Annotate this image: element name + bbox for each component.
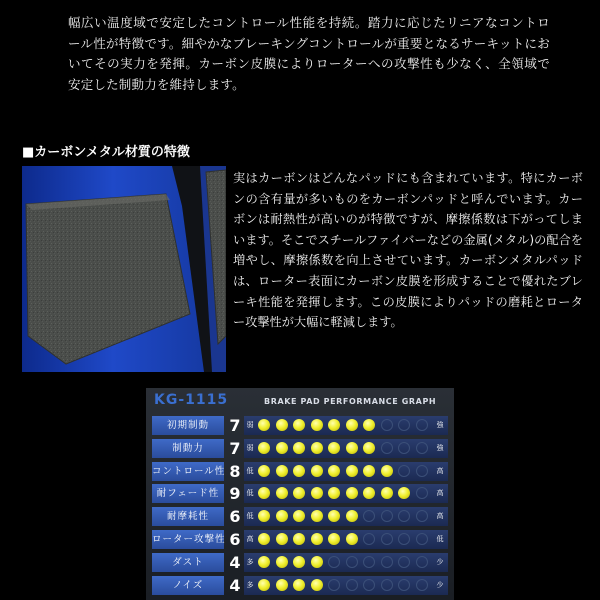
rating-strip xyxy=(244,576,448,595)
scale-low-label: 弱 xyxy=(246,443,254,452)
graph-row xyxy=(152,506,448,527)
row-score: 6 xyxy=(229,530,241,549)
rating-dot-filled xyxy=(293,465,305,477)
rating-dot-filled xyxy=(276,442,288,454)
rating-dot-filled xyxy=(276,533,288,545)
row-score: 6 xyxy=(229,507,241,527)
rating-dot-empty xyxy=(416,442,428,454)
rating-strip xyxy=(244,416,448,435)
rating-dot-filled xyxy=(328,442,340,454)
rating-dot-filled xyxy=(293,419,305,431)
scale-high-label: 強 xyxy=(436,443,444,452)
rating-dot-empty xyxy=(398,579,410,591)
row-label: 制動力 xyxy=(152,439,224,458)
graph-title: BRAKE PAD PERFORMANCE GRAPH xyxy=(264,397,437,406)
rating-strip xyxy=(244,484,448,503)
rating-dot-empty xyxy=(363,556,375,568)
row-label: ローター攻撃性 xyxy=(152,530,224,549)
rating-strip xyxy=(244,530,448,549)
rating-dot-empty xyxy=(328,556,340,568)
rating-dot-filled xyxy=(346,419,358,431)
row-label: ダスト xyxy=(152,553,224,572)
rating-dot-filled xyxy=(311,419,323,431)
rating-dot-empty xyxy=(381,556,393,568)
graph-row xyxy=(152,438,448,459)
rating-strip xyxy=(244,462,448,481)
scale-low-label: 多 xyxy=(246,557,254,566)
rating-dot-filled xyxy=(293,579,305,591)
model-number: KG-1115 xyxy=(154,392,229,408)
rating-dot-empty xyxy=(363,579,375,591)
row-label: ノイズ xyxy=(152,576,224,595)
performance-graph xyxy=(146,388,454,600)
scale-low-label: 多 xyxy=(246,580,254,589)
rating-dot-filled xyxy=(311,465,323,477)
rating-dot-filled xyxy=(276,556,288,568)
rating-dot-empty xyxy=(416,487,428,499)
graph-row xyxy=(152,552,448,573)
rating-dot-empty xyxy=(398,533,410,545)
rating-dot-filled xyxy=(363,419,375,431)
scale-high-label: 少 xyxy=(436,580,444,589)
rating-dot-filled xyxy=(363,442,375,454)
rating-dot-filled xyxy=(258,579,270,591)
row-score: 8 xyxy=(229,461,241,481)
rating-dot-filled xyxy=(328,533,340,545)
rating-dot-empty xyxy=(398,510,410,522)
row-label: 耐フェード性 xyxy=(152,484,224,503)
scale-low-label: 低 xyxy=(246,489,254,498)
rating-dot-empty xyxy=(398,556,410,568)
rating-dot-empty xyxy=(416,510,428,522)
row-label: 耐摩耗性 xyxy=(152,507,224,526)
rating-dot-filled xyxy=(258,556,270,568)
rating-dot-filled xyxy=(381,465,393,477)
rating-dot-filled xyxy=(363,465,375,477)
rating-dot-empty xyxy=(381,533,393,545)
rating-dot-empty xyxy=(381,442,393,454)
section-heading: ■カーボンメタル材質の特徴 xyxy=(22,145,190,160)
row-score: 7 xyxy=(229,416,241,435)
rating-dot-filled xyxy=(328,510,340,522)
rating-dot-empty xyxy=(328,579,340,591)
rating-dot-empty xyxy=(416,579,428,591)
row-label: 初期制動 xyxy=(152,416,224,435)
rating-dot-empty xyxy=(398,465,410,477)
graph-row xyxy=(152,483,448,504)
rating-dot-empty xyxy=(416,533,428,545)
rating-dot-empty xyxy=(363,510,375,522)
graph-header xyxy=(146,388,454,414)
scale-low-label: 高 xyxy=(246,535,254,543)
rating-dot-empty xyxy=(381,419,393,431)
rating-dot-filled xyxy=(346,487,358,499)
brake-pad-illustration xyxy=(22,166,226,372)
rating-dot-filled xyxy=(346,465,358,477)
rating-dot-empty xyxy=(416,465,428,477)
rating-strip xyxy=(244,553,448,572)
rating-dot-filled xyxy=(276,419,288,431)
scale-high-label: 高 xyxy=(436,512,444,521)
row-score: 4 xyxy=(229,575,241,595)
rating-dot-filled xyxy=(258,533,270,545)
scale-low-label: 低 xyxy=(246,466,254,475)
rating-dot-filled xyxy=(346,533,358,545)
scale-high-label: 高 xyxy=(436,489,444,498)
rating-dot-filled xyxy=(258,419,270,431)
rating-dot-filled xyxy=(276,487,288,499)
scale-low-label: 弱 xyxy=(246,421,254,429)
brake-pad-photo xyxy=(22,166,226,372)
rating-dot-empty xyxy=(381,510,393,522)
rating-dot-filled xyxy=(381,487,393,499)
section-body: 実はカーボンはどんなパッドにも含まれています。特にカーボンの含有量が多いものをカーボンパッドと呼んでいます。カーボンは耐熱性が高いのが特徴ですが、摩擦係数は下がってしまいます。そこでスチールファイバーなどの金属(メタル)の配合を増やし、摩擦係数を向上させています。カーボンメタルパッドは、ローター表面にカーボン皮膜を形成することで優れたブレーキ性能を発揮します。この皮膜によりパッドの磨耗とローター攻撃性が大幅に軽減します。 xyxy=(233,171,583,330)
rating-dot-filled xyxy=(311,556,323,568)
scale-high-label: 高 xyxy=(436,466,444,475)
rating-dot-empty xyxy=(416,556,428,568)
rating-dot-filled xyxy=(293,487,305,499)
rating-dot-filled xyxy=(363,487,375,499)
rating-dot-filled xyxy=(311,579,323,591)
rating-dot-filled xyxy=(258,465,270,477)
rating-dot-empty xyxy=(398,419,410,431)
row-score: 9 xyxy=(229,484,241,504)
rating-dot-filled xyxy=(311,510,323,522)
rating-dot-filled xyxy=(311,533,323,545)
rating-dot-filled xyxy=(293,533,305,545)
rating-dot-filled xyxy=(276,465,288,477)
rating-dot-empty xyxy=(363,533,375,545)
graph-row xyxy=(152,529,448,550)
rating-strip xyxy=(244,439,448,458)
scale-high-label: 少 xyxy=(436,557,444,566)
scale-high-label: 強 xyxy=(436,421,444,429)
rating-strip xyxy=(244,507,448,526)
row-label: コントロール性 xyxy=(152,462,224,481)
intro-paragraph: 幅広い温度域で安定したコントロール性能を持続。踏力に応じたリニアなコントロール性が特徴です。細やかなブレーキングコントロールが重要となるサーキットにおいてその実力を発揮。カーボン皮膜によりローターへの攻撃性も少なく、全領域で安定した制動力を維持します。 xyxy=(68,15,550,92)
rating-dot-empty xyxy=(346,579,358,591)
rating-dot-filled xyxy=(293,442,305,454)
rating-dot-filled xyxy=(311,442,323,454)
row-score: 7 xyxy=(229,438,241,458)
rating-dot-filled xyxy=(346,442,358,454)
scale-low-label: 低 xyxy=(246,512,254,521)
rating-dot-filled xyxy=(293,510,305,522)
rating-dot-filled xyxy=(293,556,305,568)
rating-dot-empty xyxy=(398,442,410,454)
rating-dot-filled xyxy=(328,419,340,431)
graph-row xyxy=(152,461,448,482)
rating-dot-filled xyxy=(346,510,358,522)
graph-row xyxy=(152,415,448,436)
rating-dot-empty xyxy=(346,556,358,568)
rating-dot-empty xyxy=(381,579,393,591)
rating-dot-filled xyxy=(258,510,270,522)
scale-high-label: 低 xyxy=(436,535,444,543)
rating-dot-empty xyxy=(416,419,428,431)
rating-dot-filled xyxy=(258,487,270,499)
rating-dot-filled xyxy=(276,510,288,522)
rating-dot-filled xyxy=(328,487,340,499)
graph-row xyxy=(152,575,448,596)
rating-dot-filled xyxy=(328,465,340,477)
rating-dot-filled xyxy=(258,442,270,454)
rating-dot-filled xyxy=(398,487,410,499)
rating-dot-filled xyxy=(311,487,323,499)
row-score: 4 xyxy=(229,552,241,572)
rating-dot-filled xyxy=(276,579,288,591)
